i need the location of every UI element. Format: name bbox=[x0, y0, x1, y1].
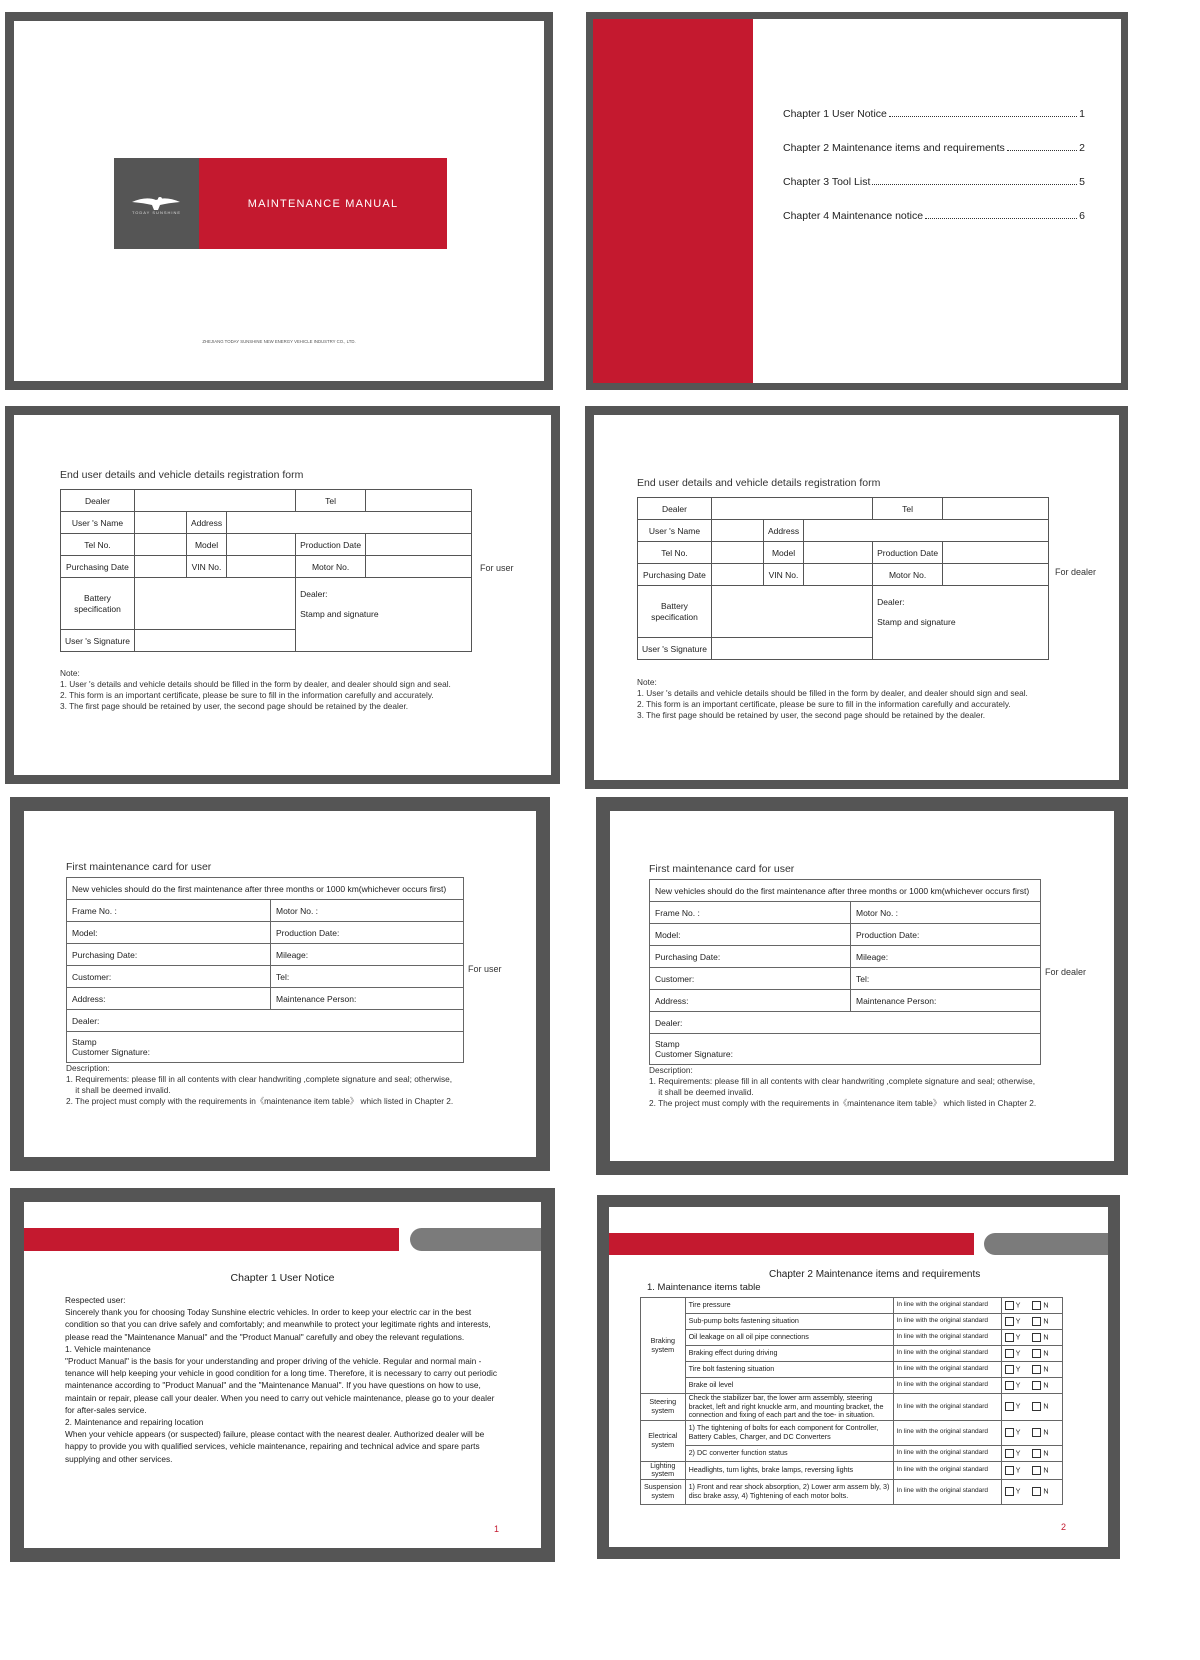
label-stamp-signature: Stamp and signature bbox=[300, 609, 379, 619]
for-dealer-label: For dealer bbox=[1045, 967, 1087, 977]
system-group-label: Lighting system bbox=[641, 1461, 686, 1479]
yes-no-cell: Y N bbox=[1001, 1479, 1062, 1504]
standard-cell: In line with the original standard bbox=[893, 1362, 1001, 1378]
standard-cell: In line with the original standard bbox=[893, 1461, 1001, 1479]
maintenance-item-row bbox=[641, 1330, 1063, 1346]
label-tel-no: Tel No. bbox=[638, 542, 712, 564]
registration-form bbox=[637, 497, 1049, 660]
yes-no-cell: Y N bbox=[1001, 1378, 1062, 1394]
yes-checkbox[interactable] bbox=[1005, 1349, 1014, 1358]
yes-checkbox[interactable] bbox=[1005, 1381, 1014, 1390]
no-checkbox[interactable] bbox=[1032, 1333, 1041, 1342]
chapter1-body: Respected user: Sincerely thank you for choosing Today Sunshine electric vehicles. In order to keep your electric car in the best condition so that you can drive safely and comfortably; and meanwhile to protect your legitimate rights and interests, please read the "Maintenance Manual" and the "Product Manual" carefully and obey the relevant regulations. 1. Vehicle maintenance "Product Manual" is the basis for your understanding and proper driving of the vehicle. Regular and normal main -tenance will help keeping your vehicle in good condition for a long time. Therefore, it is necessary to carry out periodic maintenance according to "Product Manual" and the "Maintenance Manual". If you have questions on how to use, maintain or repair, please call your dealer. When you need to carry out vehicle maintenance, please go to your dealer for after-sales service. 2. Maintenance and repairing location When your vehicle appears (or suspected) failure, please contact with the nearest dealer. Authorized dealer will be happy to provide you with qualified services, vehicle maintenance, repairing and technical advice and spare parts supplying and other services. bbox=[65, 1295, 497, 1464]
item-description: Check the stabilizer bar, the lower arm assembly, steering bracket, left and right knuckle arm, and mounting bracket, the connection and fixing of each part and the toe- in situation. bbox=[685, 1394, 893, 1421]
maintenance-item-row bbox=[641, 1378, 1063, 1394]
yes-checkbox[interactable] bbox=[1005, 1333, 1014, 1342]
chapter2-title: Chapter 2 Maintenance items and requirements bbox=[769, 1269, 981, 1280]
card-description: Description: 1. Requirements: please fill in all contents with clear handwriting ,complete signature and seal; otherwise, it shall be deemed invalid. 2. The project must comply with the requirements in《maintenance item table》 which listed in Chapter 2. bbox=[66, 1063, 454, 1106]
yes-no-cell: Y N bbox=[1001, 1420, 1062, 1445]
toc-item-1: Chapter 1 User Notice 1 bbox=[783, 108, 1085, 120]
system-group-label: Steering system bbox=[641, 1394, 686, 1421]
no-checkbox[interactable] bbox=[1032, 1466, 1041, 1475]
label-motor-no: Motor No. bbox=[296, 556, 366, 578]
label-address: Address bbox=[186, 512, 226, 534]
item-description: Braking effect during driving bbox=[685, 1346, 893, 1362]
maintenance-item-row bbox=[641, 1445, 1063, 1461]
card-title: First maintenance card for user bbox=[649, 863, 795, 875]
cover-title: MAINTENANCE MANUAL bbox=[247, 197, 399, 210]
no-checkbox[interactable] bbox=[1032, 1349, 1041, 1358]
card-title: First maintenance card for user bbox=[66, 861, 212, 873]
maint-card-user-page bbox=[10, 797, 550, 1171]
form-title: End user details and vehicle details registration form bbox=[637, 477, 881, 489]
reg-form-notes: Note: 1. User 's details and vehicle details should be filled in the form by dealer, and dealer should sign and seal. 2. This form is an important certificate, please be sure to fill in the information carefully and accurately. 3. The first page should be retained by user, the second page should be retained by the dealer. bbox=[60, 668, 451, 711]
eagle-logo-icon bbox=[114, 176, 199, 236]
header-red-bar bbox=[609, 1233, 974, 1255]
label-production-date: Production Date bbox=[296, 534, 366, 556]
label-address: Address bbox=[763, 520, 803, 542]
yes-checkbox[interactable] bbox=[1005, 1487, 1014, 1496]
maintenance-item-row bbox=[641, 1394, 1063, 1421]
chapter1-title: Chapter 1 User Notice bbox=[230, 1272, 335, 1284]
cover-title-banner bbox=[199, 158, 447, 249]
label-dealer: Dealer bbox=[61, 490, 135, 512]
label-purchasing-date: Purchasing Date bbox=[638, 564, 712, 586]
label-user-name: User 's Name bbox=[638, 520, 712, 542]
maintenance-card: New vehicles should do the first maintenance after three months or 1000 km(whichever occurs first) Frame No. : Motor No. : Model: Production Date: Purchasing Date: Mileage: Customer: Tel: Address: Maintenance Person: Dealer: Stamp Customer Signature: bbox=[649, 879, 1041, 1065]
company-name: ZHEJIANG TODAY SUNSHINE NEW ENERGY VEHICLE INDUSTRY CO., LTD. bbox=[202, 339, 356, 344]
yes-checkbox[interactable] bbox=[1005, 1301, 1014, 1310]
header-red-bar bbox=[24, 1228, 399, 1251]
item-description: Oil leakage on all oil pipe connections bbox=[685, 1330, 893, 1346]
yes-no-cell: Y N bbox=[1001, 1298, 1062, 1314]
toc-item-3: Chapter 3 Tool List 5 bbox=[783, 176, 1085, 188]
label-production-date: Production Date bbox=[873, 542, 943, 564]
item-description: 1) The tightening of bolts for each component for Controller, Battery Cables, Charger, and DC Converters bbox=[685, 1420, 893, 1445]
maint-card-dealer-page bbox=[596, 797, 1128, 1175]
yes-no-cell: Y N bbox=[1001, 1362, 1062, 1378]
standard-cell: In line with the original standard bbox=[893, 1420, 1001, 1445]
label-battery: Battery specification bbox=[638, 586, 712, 638]
standard-cell: In line with the original standard bbox=[893, 1445, 1001, 1461]
label-user-name: User 's Name bbox=[61, 512, 135, 534]
yes-no-cell: Y N bbox=[1001, 1346, 1062, 1362]
registration-form bbox=[60, 489, 472, 652]
no-checkbox[interactable] bbox=[1032, 1301, 1041, 1310]
label-dealer-stamp: Dealer: bbox=[877, 597, 905, 607]
label-stamp-signature: Stamp and signature bbox=[877, 617, 956, 627]
chapter1-page bbox=[10, 1188, 555, 1562]
card-header: New vehicles should do the first maintenance after three months or 1000 km(whichever occurs first) bbox=[67, 878, 464, 900]
standard-cell: In line with the original standard bbox=[893, 1298, 1001, 1314]
for-user-label: For user bbox=[480, 563, 514, 573]
for-user-label: For user bbox=[468, 964, 502, 974]
cover-page bbox=[5, 12, 553, 390]
page-number: 1 bbox=[494, 1524, 500, 1534]
toc-item-2: Chapter 2 Maintenance items and requirements 2 bbox=[783, 142, 1085, 154]
item-description: 1) Front and rear shock absorption, 2) Lower arm assem bly, 3) disc brake assy, 4) Tightening of each motor bolts. bbox=[685, 1479, 893, 1504]
no-checkbox[interactable] bbox=[1032, 1487, 1041, 1496]
standard-cell: In line with the original standard bbox=[893, 1378, 1001, 1394]
standard-cell: In line with the original standard bbox=[893, 1314, 1001, 1330]
card-description: Description: 1. Requirements: please fill in all contents with clear handwriting ,complete signature and seal; otherwise, it shall be deemed invalid. 2. The project must comply with the requirements in《maintenance item table》 which listed in Chapter 2. bbox=[649, 1065, 1037, 1108]
yes-no-cell: Y N bbox=[1001, 1394, 1062, 1421]
maintenance-item-row bbox=[641, 1362, 1063, 1378]
label-model: Model bbox=[763, 542, 803, 564]
toc-page bbox=[586, 12, 1128, 390]
page-number: 2 bbox=[1061, 1522, 1067, 1532]
maintenance-item-row bbox=[641, 1461, 1063, 1479]
reg-form-dealer-page bbox=[585, 406, 1128, 789]
standard-cell: In line with the original standard bbox=[893, 1330, 1001, 1346]
chapter2-page bbox=[597, 1195, 1120, 1559]
label-user-signature: User 's Signature bbox=[61, 630, 135, 652]
no-checkbox[interactable] bbox=[1032, 1402, 1041, 1411]
standard-cell: In line with the original standard bbox=[893, 1394, 1001, 1421]
yes-no-cell: Y N bbox=[1001, 1330, 1062, 1346]
chapter2-subtitle: 1. Maintenance items table bbox=[647, 1282, 761, 1293]
maintenance-item-row bbox=[641, 1298, 1063, 1314]
no-checkbox[interactable] bbox=[1032, 1428, 1041, 1437]
reg-form-notes: Note: 1. User 's details and vehicle details should be filled in the form by dealer, and dealer should sign and seal. 2. This form is an important certificate, please be sure to fill in the information carefully and accurately. 3. The first page should be retained by user, the second page should be retained by the dealer. bbox=[637, 677, 1028, 720]
yes-checkbox[interactable] bbox=[1005, 1317, 1014, 1326]
toc-red-panel bbox=[593, 19, 753, 383]
no-checkbox[interactable] bbox=[1032, 1365, 1041, 1374]
label-purchasing-date: Purchasing Date bbox=[61, 556, 135, 578]
reg-form-user-page bbox=[5, 406, 560, 784]
label-tel: Tel bbox=[296, 490, 366, 512]
system-group-label: Braking system bbox=[641, 1298, 686, 1394]
label-user-signature: User 's Signature bbox=[638, 638, 712, 660]
header-gray-bar bbox=[984, 1233, 1108, 1255]
no-checkbox[interactable] bbox=[1032, 1317, 1041, 1326]
yes-checkbox[interactable] bbox=[1005, 1365, 1014, 1374]
maintenance-items-table bbox=[640, 1297, 1063, 1505]
logo-block bbox=[114, 158, 199, 249]
system-group-label: Electrical system bbox=[641, 1420, 686, 1461]
yes-no-cell: Y N bbox=[1001, 1445, 1062, 1461]
item-description: Brake oil level bbox=[685, 1378, 893, 1394]
item-description: Sub-pump bolts fastening situation bbox=[685, 1314, 893, 1330]
label-vin-no: VIN No. bbox=[763, 564, 803, 586]
label-dealer: Dealer bbox=[638, 498, 712, 520]
label-vin-no: VIN No. bbox=[186, 556, 226, 578]
maintenance-card: New vehicles should do the first maintenance after three months or 1000 km(whichever occurs first) Frame No. : Motor No. : Model: Production Date: Purchasing Date: Mileage: Customer: Tel: Address: Maintenance Person: Dealer: Stamp Customer Signature: bbox=[66, 877, 464, 1063]
no-checkbox[interactable] bbox=[1032, 1381, 1041, 1390]
yes-no-cell: Y N bbox=[1001, 1461, 1062, 1479]
item-description: Headlights, turn lights, brake lamps, reversing lights bbox=[685, 1461, 893, 1479]
toc-item-4: Chapter 4 Maintenance notice 6 bbox=[783, 210, 1085, 222]
yes-checkbox[interactable] bbox=[1005, 1428, 1014, 1437]
yes-checkbox[interactable] bbox=[1005, 1402, 1014, 1411]
standard-cell: In line with the original standard bbox=[893, 1346, 1001, 1362]
maintenance-item-row bbox=[641, 1346, 1063, 1362]
item-description: Tire bolt fastening situation bbox=[685, 1362, 893, 1378]
no-checkbox[interactable] bbox=[1032, 1449, 1041, 1458]
card-header: New vehicles should do the first maintenance after three months or 1000 km(whichever occurs first) bbox=[650, 880, 1041, 902]
label-motor-no: Motor No. bbox=[873, 564, 943, 586]
form-title: End user details and vehicle details registration form bbox=[60, 469, 304, 481]
label-tel: Tel bbox=[873, 498, 943, 520]
system-group-label: Suspension system bbox=[641, 1479, 686, 1504]
yes-checkbox[interactable] bbox=[1005, 1466, 1014, 1475]
maintenance-item-row bbox=[641, 1479, 1063, 1504]
yes-checkbox[interactable] bbox=[1005, 1449, 1014, 1458]
standard-cell: In line with the original standard bbox=[893, 1479, 1001, 1504]
label-model: Model bbox=[186, 534, 226, 556]
header-gray-bar bbox=[410, 1228, 541, 1251]
maintenance-item-row bbox=[641, 1314, 1063, 1330]
logo-text: TODAY SUNSHINE bbox=[131, 210, 182, 215]
label-tel-no: Tel No. bbox=[61, 534, 135, 556]
item-description: 2) DC converter function status bbox=[685, 1445, 893, 1461]
for-dealer-label: For dealer bbox=[1055, 567, 1097, 577]
maintenance-item-row bbox=[641, 1420, 1063, 1445]
item-description: Tire pressure bbox=[685, 1298, 893, 1314]
label-battery: Battery specification bbox=[61, 578, 135, 630]
yes-no-cell: Y N bbox=[1001, 1314, 1062, 1330]
label-dealer-stamp: Dealer: bbox=[300, 589, 328, 599]
